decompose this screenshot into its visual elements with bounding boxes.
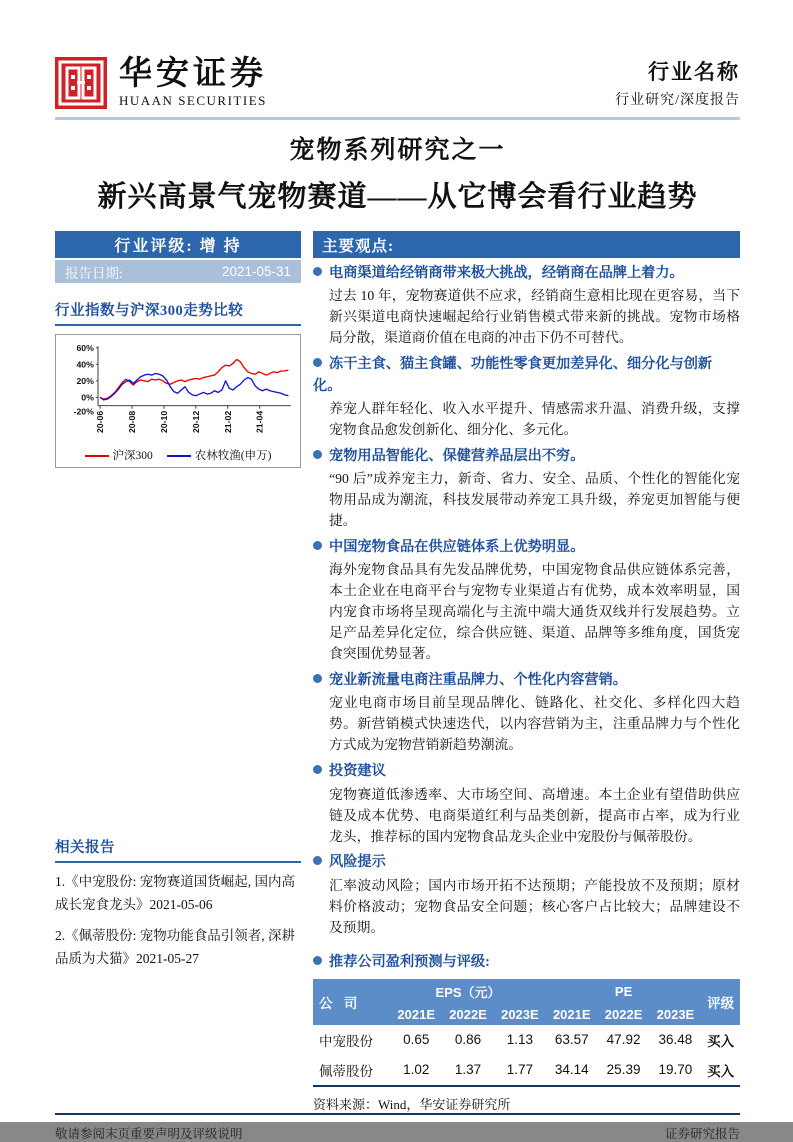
trend-chart-plot: [59, 340, 297, 441]
col-company: 公 司: [313, 979, 390, 1025]
key-point-body: “90 后”成养宠主力，新奇、省力、安全、品质、个性化的智能化宠物用品成为潮流，科技发展带动养宠工具升级，养宠更加智能与便捷。: [329, 471, 740, 528]
rating-cell: 买入: [707, 1033, 735, 1049]
legend-label: 沪深300: [112, 449, 153, 462]
svg-text:20-12: 20-12: [190, 410, 201, 434]
key-point-heading: 风险提示: [329, 854, 386, 871]
svg-text:20-08: 20-08: [127, 410, 138, 434]
svg-text:21-04: 21-04: [254, 410, 265, 434]
report-date-value: 2021-05-31: [221, 264, 291, 279]
col-group-pe: PE: [546, 979, 702, 1004]
svg-text:20-10: 20-10: [158, 410, 169, 434]
title-line2: 新兴高景气宠物赛道——从它博会看行业趋势: [97, 181, 698, 213]
bullet-icon: [313, 358, 322, 367]
chart-legend: [59, 447, 297, 463]
svg-text:-20%: -20%: [73, 406, 94, 417]
chart-section-title: 行业指数与沪深300走势比较: [55, 299, 301, 326]
industry-name: 行业名称: [648, 60, 740, 84]
key-point-heading: 宠物用品智能化、保健营养品层出不穷。: [329, 447, 585, 464]
key-point: [313, 263, 740, 349]
key-point: [313, 446, 740, 532]
report-date-label: 报告日期:: [65, 265, 123, 281]
key-point: [313, 537, 740, 665]
year-header: 2023E: [494, 1004, 546, 1025]
page-footer: [55, 1113, 740, 1142]
value-cell: 34.14: [546, 1055, 598, 1086]
table-section: [313, 952, 740, 1113]
brand-name-cn: 华安证券: [119, 55, 267, 92]
svg-text:21-02: 21-02: [222, 410, 233, 434]
related-report-item: 1.《中宠股份: 宠物赛道国货崛起, 国内高成长宠食龙头》2021-05-06: [55, 873, 296, 913]
company-cell: 佩蒂股份: [313, 1055, 390, 1086]
svg-text:40%: 40%: [76, 359, 94, 370]
sidebar: [55, 231, 301, 1113]
related-reports: [55, 836, 301, 972]
company-cell: 中宠股份: [319, 1033, 373, 1049]
key-point: [313, 354, 740, 441]
value-cell: 0.86: [454, 1032, 482, 1048]
table-row: [313, 1025, 740, 1055]
key-point-heading: 冻干主食、猫主食罐、功能性零食更加差异化、细分化与创新化。: [313, 356, 713, 394]
table-row: [313, 1055, 740, 1086]
related-report-item: 2.《佩蒂股份: 宠物功能食品引领者, 深耕品质为犬猫》2021-05-27: [55, 927, 296, 967]
value-cell: 25.39: [598, 1055, 650, 1086]
bullet-icon: [313, 450, 322, 459]
page-header: [55, 56, 740, 120]
key-point-body: 宠业电商市场目前呈现品牌化、链路化、社交化、多样化四大趋势。新营销模式快速迭代，以内容营销为主，注重品牌力与个性化方式成为宠物营销新趋势潮流。: [329, 695, 740, 753]
bullet-icon: [313, 856, 322, 865]
col-group-eps: EPS（元）: [390, 979, 546, 1004]
key-point-body: 过去 10 年，宠物赛道供不应求，经销商生意相比现在更容易，当下新兴渠道电商快速崛起给行业销售模式带来新的挑战。宠物市场格局分散，渠道商价值在电商的冲击下仍不可替代。: [329, 288, 740, 346]
value-cell: 63.57: [554, 1032, 589, 1048]
footer-disclaimer: 敬请参阅末页重要声明及评级说明: [55, 1126, 243, 1141]
key-point-body: 养宠人群年轻化、收入水平提升、情感需求升温、消费升级，支撑宠物食品愈发创新化、细分化、多元化。: [329, 400, 740, 437]
title-line1: 宠物系列研究之一: [289, 137, 506, 164]
main-content: [313, 231, 740, 1113]
legend-swatch-icon: [85, 455, 109, 457]
report-date-bar: [55, 260, 301, 283]
value-cell: 0.65: [403, 1032, 430, 1048]
bullet-icon: [313, 956, 322, 965]
key-points-bar: 主要观点:: [313, 231, 740, 258]
value-cell: 1.37: [442, 1055, 494, 1086]
value-cell: 1.13: [506, 1032, 534, 1048]
legend-swatch-icon: [167, 455, 191, 457]
key-point: [313, 852, 740, 938]
huaan-seal-logo-icon: [55, 57, 107, 109]
key-point-heading: 投资建议: [329, 763, 386, 780]
table-title: 推荐公司盈利预测与评级:: [329, 953, 490, 970]
year-header: 2021E: [546, 1004, 598, 1025]
key-point-body: 宠物赛道低渗透率、大市场空间、高增速。本土企业有望借助供应链及成本优势、电商渠道红利与品类创新，提高市占率，成为行业龙头，推荐标的国内宠物食品龙头企业中宠股份与佩蒂股份。: [329, 786, 740, 844]
value-cell: 1.02: [390, 1055, 442, 1086]
rating-cell: 买入: [701, 1055, 740, 1086]
legend-item: [167, 447, 272, 463]
related-reports-title: 相关报告: [55, 836, 301, 863]
report-title: [55, 130, 740, 215]
key-point: [313, 670, 740, 756]
bullet-icon: [313, 765, 322, 774]
year-header: 2022E: [598, 1004, 650, 1025]
report-type: 行业研究/深度报告: [615, 93, 740, 108]
legend-item: [85, 447, 153, 463]
forecast-table: [313, 979, 740, 1087]
key-point-heading: 电商渠道给经销商带来极大挑战，经销商在品牌上着力。: [329, 265, 684, 281]
industry-rating-bar: 行业评级: 增 持: [55, 231, 301, 258]
value-cell: 19.70: [650, 1055, 702, 1086]
key-point-body: 海外宠物食品具有先发品牌优势，中国宠物食品供应链体系完善，本土企业在电商平台与宠物专业渠道占有优势，成本效率明显，国内宠食市场将呈现高端化与主流中端大通货双线并行发展趋势。立足产品差异化定位，综合供应链、渠道、品牌等多维角度，国货宠食突围优势显著。: [329, 562, 740, 662]
table-source: 资料来源：Wind，华安证券研究所: [313, 1096, 511, 1112]
bullet-icon: [313, 674, 322, 683]
key-points-list: [313, 263, 740, 939]
value-cell: 47.92: [606, 1032, 641, 1048]
year-header: 2023E: [650, 1004, 702, 1025]
svg-text:60%: 60%: [76, 342, 94, 353]
svg-text:20%: 20%: [76, 375, 94, 386]
bullet-icon: [313, 541, 322, 550]
key-point: [313, 761, 740, 847]
key-point-heading: 宠业新流量电商注重品牌力、个性化内容营销。: [329, 672, 627, 689]
key-point-body: 汇率波动风险；国内市场开拓不达预期；产能投放不及预期；原材料价格波动；宠物食品安全问题；核心客户占比较大；品牌建设不及预期。: [329, 877, 740, 935]
brand-name-en: HUAAN SECURITIES: [119, 92, 267, 108]
bullet-icon: [313, 267, 322, 276]
col-rating: 评级: [701, 979, 740, 1025]
trend-chart: [55, 334, 301, 468]
value-cell: 36.48: [658, 1032, 693, 1048]
svg-text:20-06: 20-06: [95, 410, 106, 434]
footer-report-type: 证券研究报告: [664, 1126, 740, 1141]
value-cell: 1.77: [494, 1055, 546, 1086]
key-point-heading: 中国宠物食品在供应链体系上优势明显。: [329, 538, 585, 555]
legend-label: 农林牧渔(申万): [194, 449, 272, 462]
svg-text:0%: 0%: [81, 392, 94, 403]
year-header: 2022E: [442, 1004, 494, 1025]
related-reports-list: [55, 870, 301, 972]
year-header: 2021E: [390, 1004, 442, 1025]
brand: [55, 57, 267, 109]
